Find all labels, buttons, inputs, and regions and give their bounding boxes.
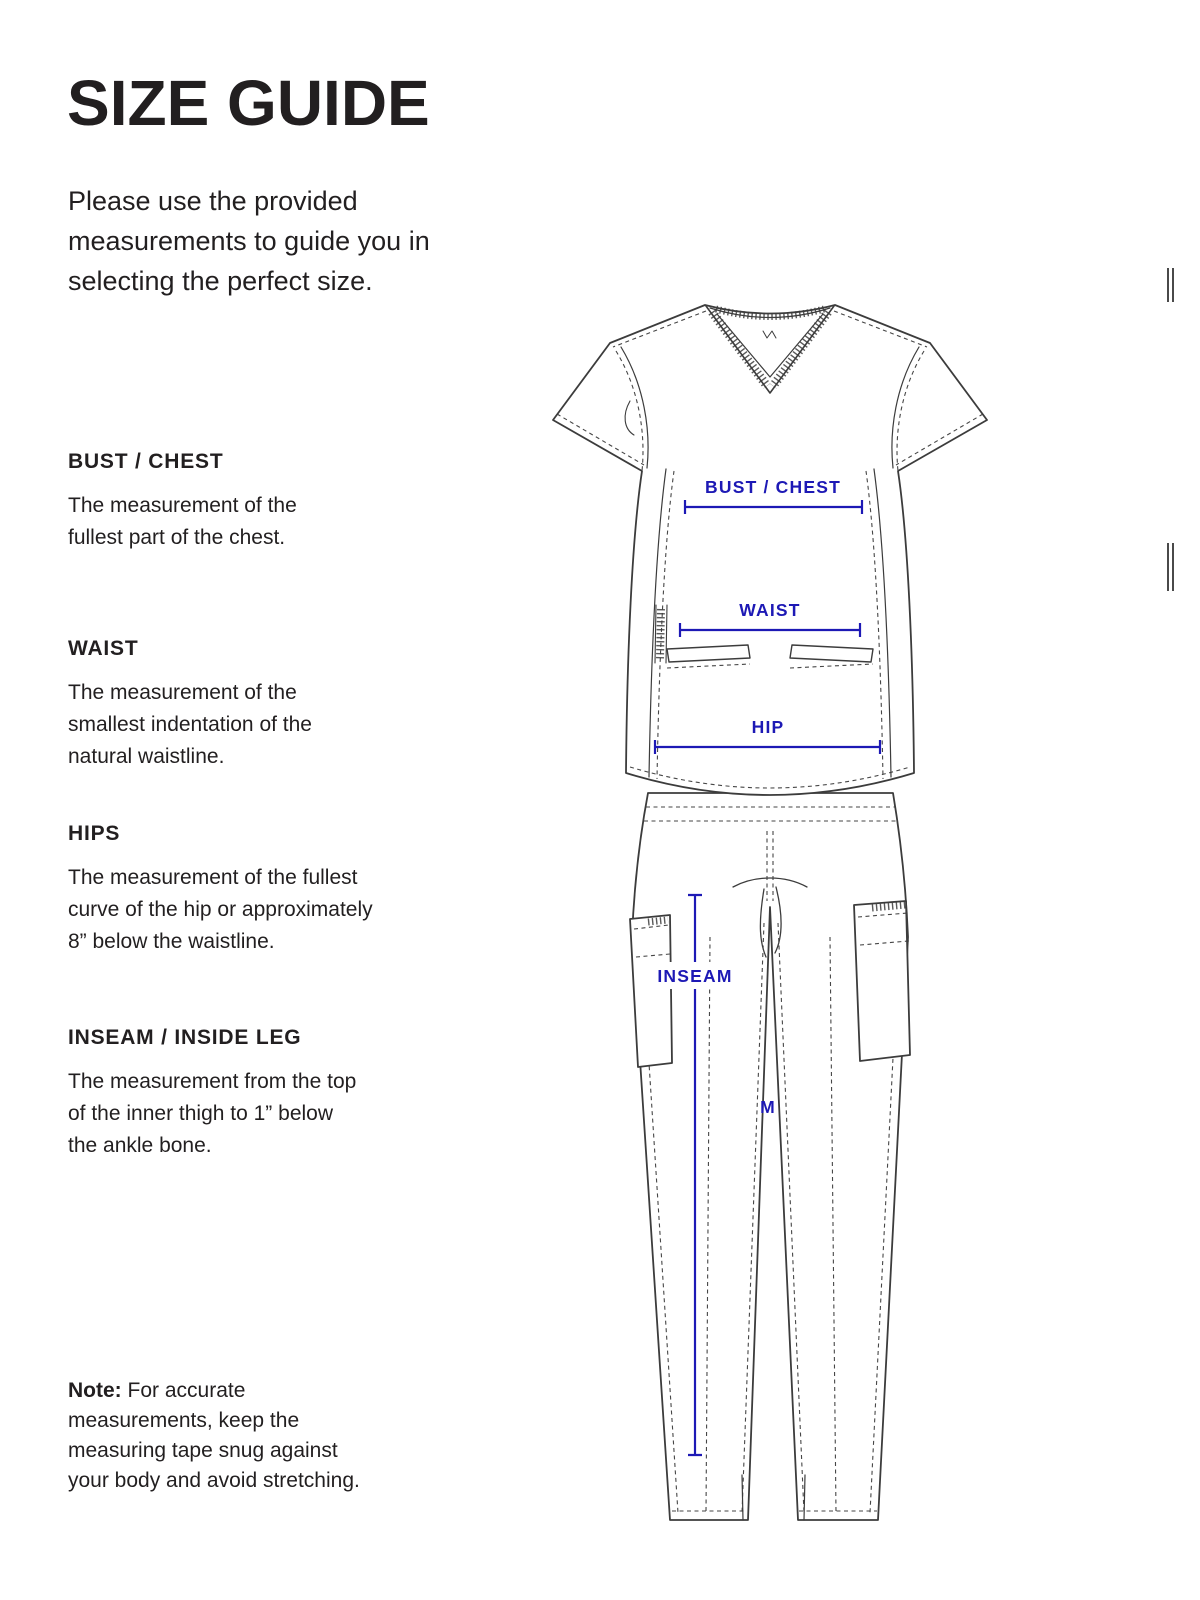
section-waist xyxy=(68,637,312,773)
bust-label: BUST / CHEST xyxy=(705,477,841,497)
cargo-pocket-right xyxy=(854,901,910,1061)
section-body xyxy=(68,862,373,958)
text-line: The measurement of the xyxy=(68,681,297,704)
text-line: the ankle bone. xyxy=(68,1134,212,1157)
text-line: 8” below the waistline. xyxy=(68,930,275,953)
section-body xyxy=(68,677,312,773)
inseam-label: INSEAM xyxy=(657,966,733,986)
page-title: SIZE GUIDE xyxy=(67,67,430,139)
size-letter: M xyxy=(760,1097,776,1117)
section-body xyxy=(68,490,297,554)
hip-label: HIP xyxy=(751,717,785,737)
text-line: your body and avoid stretching. xyxy=(68,1469,360,1492)
section-inseam xyxy=(68,1026,356,1162)
section-heading: INSEAM / INSIDE LEG xyxy=(68,1026,302,1049)
intro-text xyxy=(68,181,430,301)
text-line: The measurement of the fullest xyxy=(68,866,358,889)
cargo-pocket-left xyxy=(630,915,672,1067)
text-line: The measurement of the xyxy=(68,494,297,517)
page-edge-artifact-top xyxy=(1167,268,1174,302)
pocket-rib-detail xyxy=(872,905,906,908)
page-edge-artifact-bottom xyxy=(1167,543,1174,591)
text-line: curve of the hip or approximately xyxy=(68,898,373,921)
text-line: natural waistline. xyxy=(68,745,225,768)
text-line: selecting the perfect size. xyxy=(68,266,373,296)
text-line: Note: For accurate xyxy=(68,1379,246,1402)
text-line: measurements to guide you in xyxy=(68,226,430,256)
text-line: measuring tape snug against xyxy=(68,1439,338,1462)
text-line: Please use the provided xyxy=(68,186,358,216)
section-bust-chest xyxy=(68,450,297,554)
text-line: fullest part of the chest. xyxy=(68,526,286,549)
note-label: Note: xyxy=(68,1379,122,1402)
note-text xyxy=(68,1376,360,1496)
text-line: smallest indentation of the xyxy=(68,713,312,736)
waist-label: WAIST xyxy=(739,600,801,620)
text-line: of the inner thigh to 1” below xyxy=(68,1102,334,1125)
section-heading: HIPS xyxy=(68,822,121,845)
section-heading: WAIST xyxy=(68,637,139,660)
size-diagram xyxy=(520,275,1180,1575)
section-hips xyxy=(68,822,373,958)
section-heading: BUST / CHEST xyxy=(68,450,224,473)
text-line: The measurement from the top xyxy=(68,1070,357,1093)
text-line: measurements, keep the xyxy=(68,1409,300,1432)
scrub-pants-drawing xyxy=(630,793,910,1520)
section-body xyxy=(68,1066,356,1162)
pants-outline xyxy=(632,793,908,1520)
